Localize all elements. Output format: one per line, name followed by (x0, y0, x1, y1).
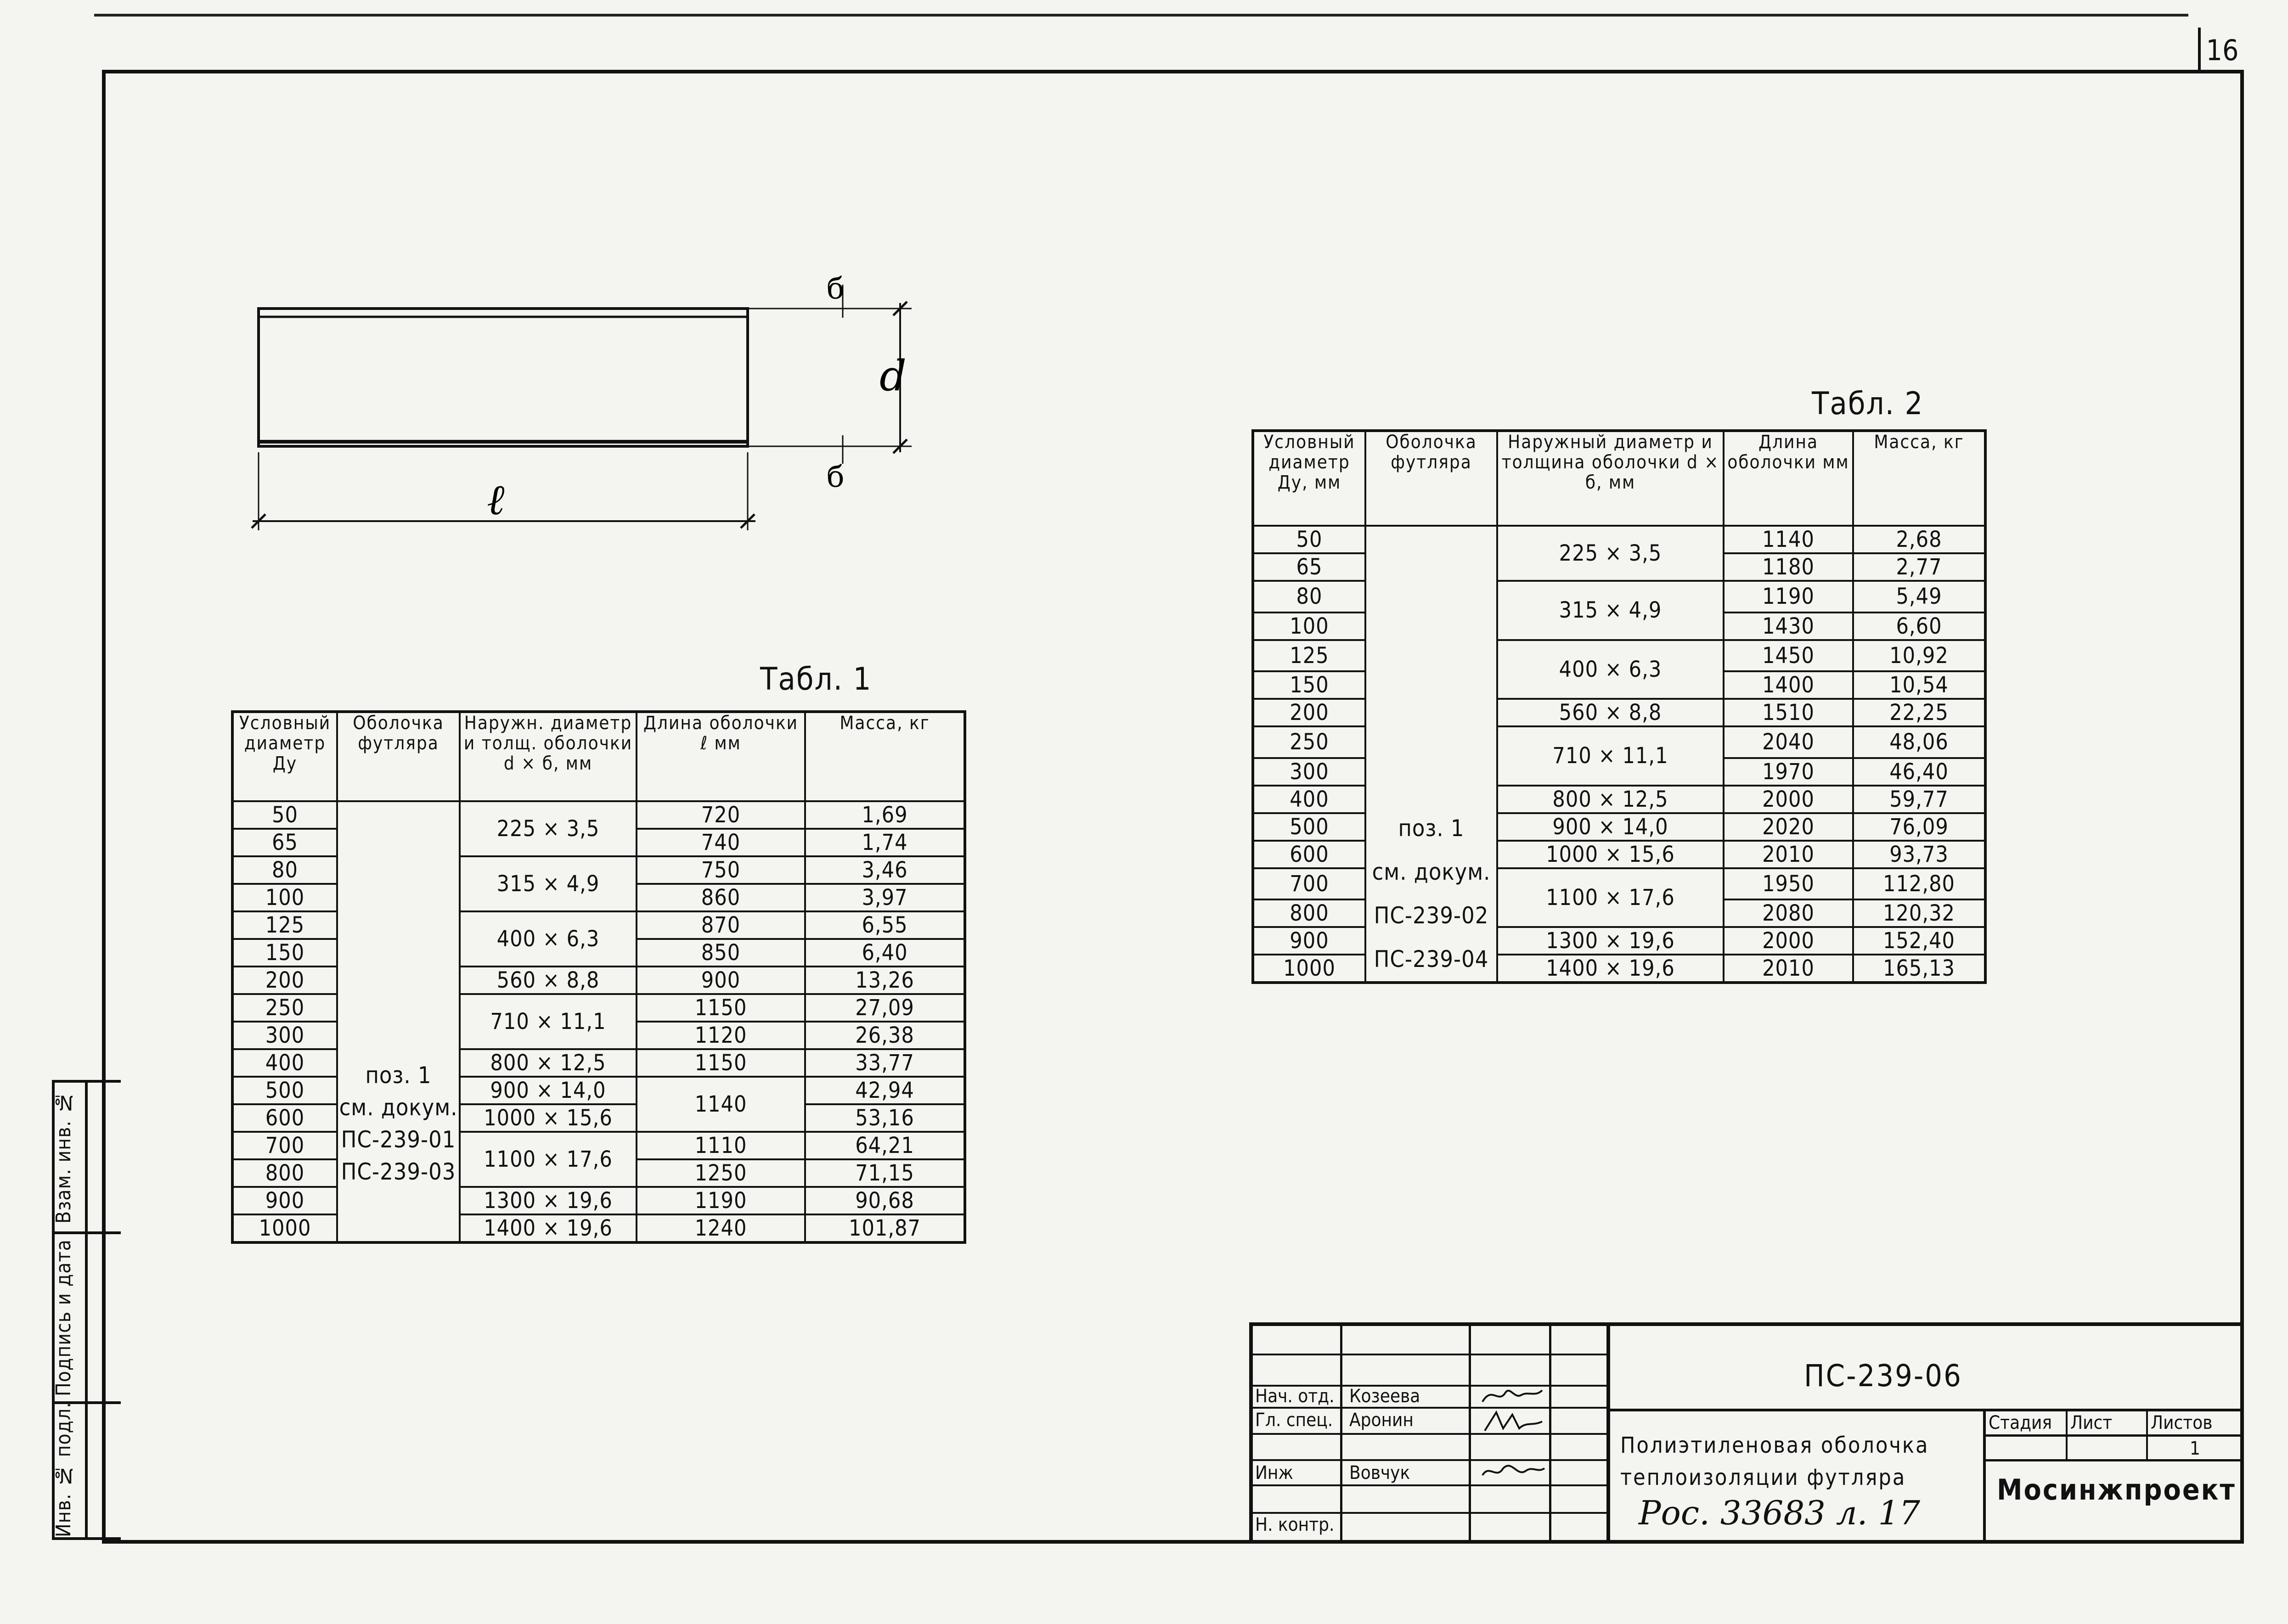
mass-cell: 1,69 (805, 801, 965, 829)
table2 (1251, 429, 1987, 984)
dn-cell: 800 (232, 1159, 337, 1187)
dn-cell: 200 (232, 967, 337, 994)
table1-caption: Табл. 1 (760, 661, 872, 697)
dn-cell: 600 (1253, 841, 1365, 868)
mass-cell: 53,16 (805, 1104, 965, 1132)
dims-cell: 1300 × 19,6 (1497, 927, 1724, 955)
dn-cell: 50 (232, 801, 337, 829)
length-cell: 2010 (1724, 955, 1853, 983)
dims-cell: 1400 × 19,6 (460, 1214, 637, 1242)
length-cell: 1180 (1724, 553, 1853, 581)
length-cell: 1110 (637, 1132, 805, 1159)
mass-cell: 1,74 (805, 829, 965, 856)
mass-cell: 33,77 (805, 1049, 965, 1077)
dims-cell: 1400 × 19,6 (1497, 955, 1724, 983)
name-aronin: Аронин (1349, 1410, 1414, 1431)
dims-cell: 225 × 3,5 (460, 801, 637, 856)
side-stamp-inv-podl: Инв. № подл. (52, 1402, 75, 1537)
length-cell: 750 (637, 856, 805, 884)
length-cell: 1150 (637, 994, 805, 1022)
table-row (1253, 868, 1985, 900)
dn-cell: 500 (1253, 813, 1365, 841)
dn-cell: 65 (232, 829, 337, 856)
mass-cell: 3,97 (805, 884, 965, 911)
signature-aronin (1478, 1408, 1547, 1435)
dims-cell: 900 × 14,0 (1497, 813, 1724, 841)
table1-header-length: Длина оболочки ℓ мм (637, 712, 805, 801)
length-cell: 2040 (1724, 726, 1853, 758)
table-row (1253, 841, 1985, 868)
length-cell: 900 (637, 967, 805, 994)
mass-cell: 42,94 (805, 1077, 965, 1104)
stage-label: Стадия (1989, 1412, 2052, 1433)
dims-cell: 1100 × 17,6 (460, 1132, 637, 1187)
dn-cell: 125 (1253, 640, 1365, 672)
mass-cell: 27,09 (805, 994, 965, 1022)
length-label: ℓ (487, 475, 505, 524)
length-cell: 1120 (637, 1022, 805, 1049)
dn-cell: 50 (1253, 526, 1365, 553)
dims-cell: 900 × 14,0 (460, 1077, 637, 1104)
shell-reference-line: ПС-239-04 (1374, 946, 1489, 972)
sheets-value: 1 (2190, 1438, 2200, 1459)
table-row (232, 801, 965, 829)
title-block (1249, 1322, 2244, 1544)
table1-header-shell: Оболочка футляра (337, 712, 460, 801)
length-cell: 850 (637, 939, 805, 967)
mass-cell: 76,09 (1853, 813, 1985, 841)
diameter-label: d (879, 351, 907, 400)
wall-top-label: б (827, 272, 845, 306)
dn-cell: 250 (232, 994, 337, 1022)
dn-cell: 700 (232, 1132, 337, 1159)
length-cell: 1240 (637, 1214, 805, 1242)
table1-header-mass: Масса, кг (805, 712, 965, 801)
sheets-label: Листов (2151, 1412, 2213, 1433)
table1-header-dims: Наружн. диаметр и толщ. оболочки d × б, мм (460, 712, 637, 801)
dn-cell: 900 (232, 1187, 337, 1214)
shell-reference-cell (1365, 526, 1497, 983)
length-cell: 2000 (1724, 786, 1853, 813)
table2-caption: Табл. 2 (1812, 386, 1924, 422)
dn-cell: 80 (232, 856, 337, 884)
dn-cell: 100 (232, 884, 337, 911)
mass-cell: 2,77 (1853, 553, 1985, 581)
shell-reference-line: поз. 1 (365, 1062, 432, 1089)
mass-cell: 26,38 (805, 1022, 965, 1049)
mass-cell: 13,26 (805, 967, 965, 994)
mass-cell: 2,68 (1853, 526, 1985, 553)
mass-cell: 64,21 (805, 1132, 965, 1159)
table2-header-dims: Наружный диаметр и толщина оболочки d × б, мм (1497, 431, 1724, 526)
mass-cell: 59,77 (1853, 786, 1985, 813)
length-cell: 740 (637, 829, 805, 856)
length-cell: 1430 (1724, 613, 1853, 640)
document-title-line1: Полиэтиленовая оболочка (1620, 1433, 1929, 1458)
table-row (1253, 955, 1985, 983)
dims-cell: 710 × 11,1 (1497, 726, 1724, 786)
table2-header-mass: Масса, кг (1853, 431, 1985, 526)
length-cell: 2080 (1724, 899, 1853, 927)
mass-cell: 3,46 (805, 856, 965, 884)
mass-cell: 112,80 (1853, 868, 1985, 900)
mass-cell: 165,13 (1853, 955, 1985, 983)
organization-name: Мосинжпроект (1997, 1473, 2236, 1506)
dn-cell: 1000 (1253, 955, 1365, 983)
mass-cell: 5,49 (1853, 581, 1985, 613)
table2-header-length: Длина оболочки мм (1724, 431, 1853, 526)
table-row (1253, 581, 1985, 613)
length-cell: 2020 (1724, 813, 1853, 841)
shell-reference-line: ПС-239-01 (341, 1126, 456, 1153)
dims-cell: 800 × 12,5 (460, 1049, 637, 1077)
mass-cell: 71,15 (805, 1159, 965, 1187)
dn-cell: 150 (232, 939, 337, 967)
role-nach-otd: Нач. отд. (1255, 1386, 1335, 1407)
length-cell: 720 (637, 801, 805, 829)
mass-cell: 101,87 (805, 1214, 965, 1242)
dims-cell: 800 × 12,5 (1497, 786, 1724, 813)
shell-reference-line: ПС-239-02 (1374, 902, 1489, 929)
mass-cell: 10,54 (1853, 671, 1985, 699)
dims-cell: 225 × 3,5 (1497, 526, 1724, 581)
mass-cell: 46,40 (1853, 758, 1985, 786)
table2-header-shell: Оболочка футляра (1365, 431, 1497, 526)
dn-cell: 1000 (232, 1214, 337, 1242)
side-stamp-vzam-inv: Взам. инв. № (52, 1090, 75, 1224)
wall-bottom-label: б (827, 460, 845, 494)
shell-reference-line: поз. 1 (1398, 815, 1465, 842)
shell-reference-line: см. докум. (339, 1094, 458, 1121)
dn-cell: 700 (1253, 868, 1365, 900)
table1 (231, 710, 966, 1244)
role-inzh: Инж (1255, 1462, 1293, 1484)
mass-cell: 6,40 (805, 939, 965, 967)
length-cell: 1140 (637, 1077, 805, 1132)
dn-cell: 400 (1253, 786, 1365, 813)
length-cell: 2000 (1724, 927, 1853, 955)
dn-cell: 65 (1253, 553, 1365, 581)
length-cell: 1250 (637, 1159, 805, 1187)
dn-cell: 300 (232, 1022, 337, 1049)
dn-cell: 400 (232, 1049, 337, 1077)
document-code: ПС-239-06 (1804, 1358, 1962, 1394)
shell-reference-line: ПС-239-03 (341, 1158, 456, 1185)
name-kozeeva: Козеева (1349, 1386, 1420, 1407)
dn-cell: 125 (232, 911, 337, 939)
dims-cell: 1000 × 15,6 (1497, 841, 1724, 868)
mass-cell: 48,06 (1853, 726, 1985, 758)
table-row (1253, 726, 1985, 758)
dims-cell: 315 × 4,9 (1497, 581, 1724, 640)
signature-kozeeva (1478, 1381, 1547, 1409)
table-row (1253, 786, 1985, 813)
length-cell: 1150 (637, 1049, 805, 1077)
sheet-number: 16 (2198, 28, 2244, 73)
mass-cell: 22,25 (1853, 699, 1985, 726)
length-cell: 1970 (1724, 758, 1853, 786)
length-cell: 1140 (1724, 526, 1853, 553)
dims-cell: 560 × 8,8 (460, 967, 637, 994)
dn-cell: 900 (1253, 927, 1365, 955)
mass-cell: 152,40 (1853, 927, 1985, 955)
dims-cell: 1000 × 15,6 (460, 1104, 637, 1132)
dims-cell: 560 × 8,8 (1497, 699, 1724, 726)
dims-cell: 1300 × 19,6 (460, 1187, 637, 1214)
length-cell: 2010 (1724, 841, 1853, 868)
dn-cell: 100 (1253, 613, 1365, 640)
dn-cell: 150 (1253, 671, 1365, 699)
dn-cell: 80 (1253, 581, 1365, 613)
dims-cell: 315 × 4,9 (460, 856, 637, 911)
dn-cell: 200 (1253, 699, 1365, 726)
table-row (1253, 526, 1985, 553)
table-row (1253, 699, 1985, 726)
shell-reference-line: см. докум. (1372, 859, 1491, 885)
sheet-label: Лист (2070, 1412, 2113, 1433)
length-cell: 860 (637, 884, 805, 911)
dims-cell: 400 × 6,3 (1497, 640, 1724, 699)
dn-cell: 300 (1253, 758, 1365, 786)
name-vovchuk: Вовчук (1349, 1462, 1410, 1484)
table1-header-dn: Условный диаметр Ду (232, 712, 337, 801)
length-cell: 1400 (1724, 671, 1853, 699)
dn-cell: 600 (232, 1104, 337, 1132)
length-cell: 1950 (1724, 868, 1853, 900)
table2-header-dn: Условный диаметр Ду, мм (1253, 431, 1365, 526)
dn-cell: 800 (1253, 899, 1365, 927)
dims-cell: 400 × 6,3 (460, 911, 637, 967)
role-gl-spec: Гл. спец. (1255, 1410, 1333, 1431)
length-cell: 1190 (1724, 581, 1853, 613)
mass-cell: 6,60 (1853, 613, 1985, 640)
length-cell: 1450 (1724, 640, 1853, 672)
shell-reference-cell (337, 801, 460, 1242)
dims-cell: 710 × 11,1 (460, 994, 637, 1049)
dims-cell: 1100 × 17,6 (1497, 868, 1724, 927)
dn-cell: 500 (232, 1077, 337, 1104)
side-stamp-podpis-data: Подпись и дата (52, 1239, 75, 1396)
mass-cell: 90,68 (805, 1187, 965, 1214)
length-cell: 870 (637, 911, 805, 939)
mass-cell: 120,32 (1853, 899, 1985, 927)
length-cell: 1510 (1724, 699, 1853, 726)
signature-vovchuk (1478, 1457, 1547, 1484)
dn-cell: 250 (1253, 726, 1365, 758)
length-cell: 1190 (637, 1187, 805, 1214)
handwritten-reference: Рос. 33683 л. 17 (1639, 1494, 1921, 1532)
role-n-kontr: Н. контр. (1255, 1514, 1335, 1535)
document-title-line2: теплоизоляции футляра (1620, 1465, 1906, 1490)
mass-cell: 10,92 (1853, 640, 1985, 672)
mass-cell: 6,55 (805, 911, 965, 939)
table-row (1253, 927, 1985, 955)
table-row (1253, 640, 1985, 672)
table-row (1253, 813, 1985, 841)
mass-cell: 93,73 (1853, 841, 1985, 868)
